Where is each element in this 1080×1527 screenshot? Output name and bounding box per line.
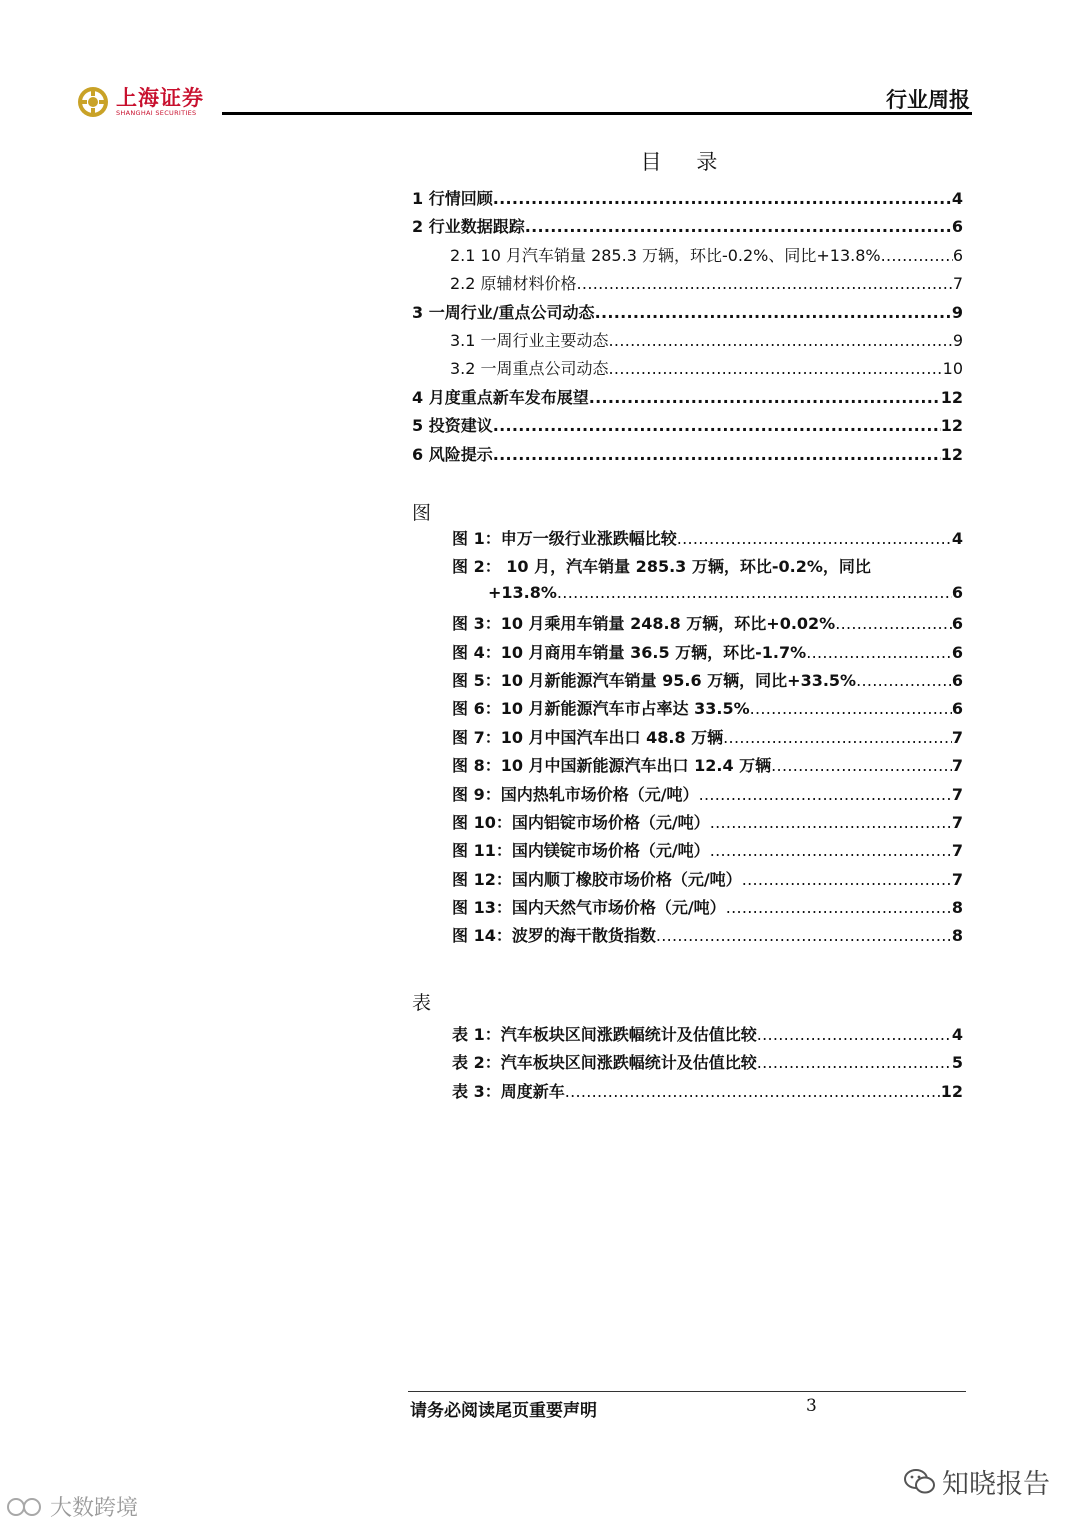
- figure-entry[interactable]: 图 4：10 月商用车销量 36.5 万辆，环比-1.7% ..... 6: [412, 640, 963, 668]
- toc-title: 目 录: [640, 150, 732, 174]
- toc-subentry[interactable]: 2.2 原辅材料价格 ..... 7: [412, 271, 963, 299]
- footer-disclaimer-notice: 请务必阅读尾页重要声明: [410, 1401, 597, 1421]
- table-entry[interactable]: 表 1：汽车板块区间涨跌幅统计及估值比较 ..... 4: [412, 1022, 963, 1050]
- company-logo: [76, 84, 204, 120]
- source-watermark: [6, 1491, 138, 1522]
- figure-entry[interactable]: 图 3：10 月乘用车销量 248.8 万辆，环比+0.02% ..... 6: [412, 611, 963, 639]
- figure-entry[interactable]: 图 11：国内镁锭市场价格（元/吨） ..... 7: [412, 838, 963, 866]
- figure-entry[interactable]: 图 7：10 月中国汽车出口 48.8 万辆 ..... 7: [412, 725, 963, 753]
- watermark-left-text: 大数跨境: [50, 1496, 139, 1521]
- toc-subentry[interactable]: 2.1 10 月汽车销量 285.3 万辆，环比-0.2%、同比+13.8% ..... 6: [412, 243, 963, 271]
- logo-emblem-icon: [76, 85, 110, 119]
- figures-list: [412, 526, 963, 952]
- table-entry[interactable]: 表 3：周度新车 ..... 12: [412, 1079, 963, 1107]
- figure-entry-continuation[interactable]: +13.8% ..... 6: [412, 583, 963, 611]
- toc-entry[interactable]: 5 投资建议 ..... 12: [412, 413, 963, 441]
- figure-entry[interactable]: 图 10：国内铝锭市场价格（元/吨） ..... 7: [412, 810, 963, 838]
- toc-subentry[interactable]: 3.2 一周重点公司动态 ..... 10: [412, 356, 963, 384]
- figure-entry[interactable]: 图 8：10 月中国新能源汽车出口 12.4 万辆 ..... 7: [412, 753, 963, 781]
- tables-list: [412, 1022, 963, 1107]
- tables-heading: 表: [412, 992, 432, 1014]
- table-entry[interactable]: 表 2：汽车板块区间涨跌幅统计及估值比较 ..... 5: [412, 1050, 963, 1078]
- figure-entry[interactable]: 图 12：国内顺丁橡胶市场价格（元/吨） ..... 7: [412, 867, 963, 895]
- toc-entry[interactable]: 3 一周行业/重点公司动态 ..... 9: [412, 300, 963, 328]
- figure-entry[interactable]: 图 2： 10 月，汽车销量 285.3 万辆，环比-0.2%，同比: [452, 557, 871, 577]
- logo-english-name: SHANGHAI SECURITIES: [116, 109, 197, 117]
- watermark-right-text: 知晓报告: [942, 1469, 1050, 1500]
- figures-heading: 图: [412, 502, 432, 524]
- toc-subentry[interactable]: 3.1 一周行业主要动态 ..... 9: [412, 328, 963, 356]
- toc-entry[interactable]: 2 行业数据跟踪 ..... 6: [412, 214, 963, 242]
- logo-chinese-name: 上海证券: [116, 86, 204, 110]
- figure-entry[interactable]: 图 13：国内天然气市场价格（元/吨） ..... 8: [412, 895, 963, 923]
- wechat-icon: [904, 1468, 936, 1496]
- figure-entry[interactable]: 图 6：10 月新能源汽车市占率达 33.5% ..... 6: [412, 696, 963, 724]
- page-number: 3: [806, 1396, 817, 1416]
- figure-entry[interactable]: 图 9：国内热轧市场价格（元/吨） ..... 7: [412, 782, 963, 810]
- toc-list: [412, 186, 963, 470]
- figure-entry[interactable]: 图 14：波罗的海干散货指数 ..... 8: [412, 923, 963, 951]
- watermark-logo-icon: [6, 1495, 46, 1519]
- toc-entry[interactable]: 4 月度重点新车发布展望 ..... 12: [412, 385, 963, 413]
- footer-divider: [408, 1391, 966, 1392]
- figure-entry[interactable]: 图 5：10 月新能源汽车销量 95.6 万辆，同比+33.5% ..... 6: [412, 668, 963, 696]
- report-type-label: 行业周报: [886, 88, 970, 112]
- figure-entry[interactable]: 图 1：申万一级行业涨跌幅比较 ..... 4: [412, 526, 963, 554]
- toc-entry[interactable]: 1 行情回顾 ..... 4: [412, 186, 963, 214]
- toc-entry[interactable]: 6 风险提示 ..... 12: [412, 442, 963, 470]
- header-divider: [222, 112, 972, 115]
- wechat-watermark: [904, 1462, 1050, 1501]
